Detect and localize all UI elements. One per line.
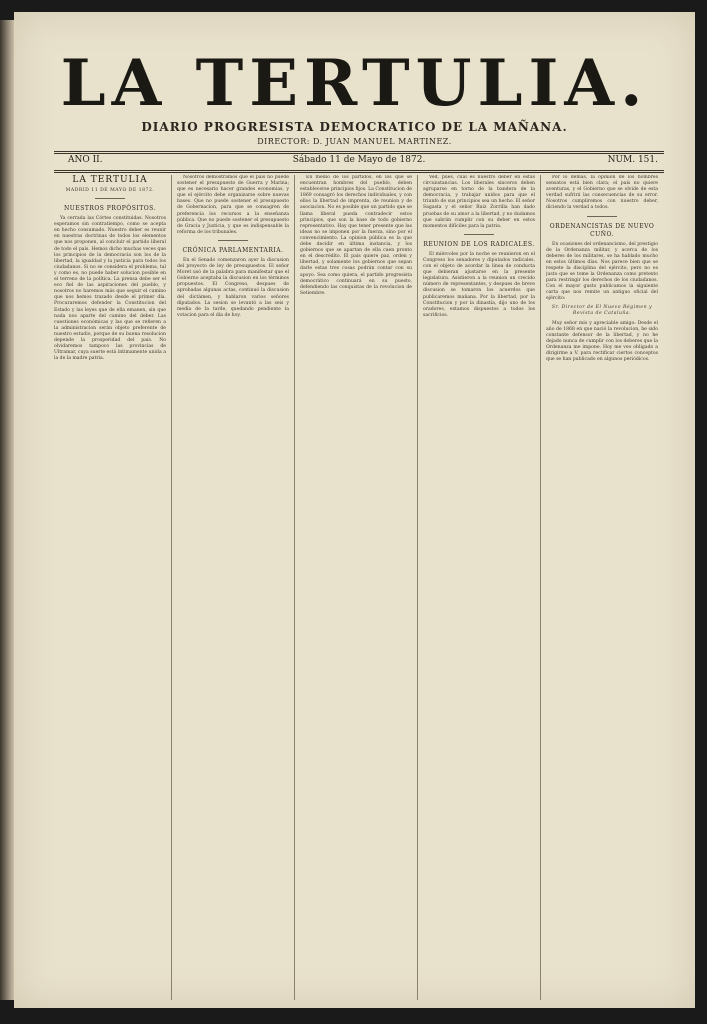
divider xyxy=(95,198,125,199)
article-body: En medio de los partidos, en los que se encuentran hombres del pueblo, deben establecerse principios fijos. La Constitucion de 1869 consagró los derechos individuales, y con ellos la libertad de imprenta, de reunion y de asociacion. No es posible que un partido que se llama liberal pueda contradecir estos principios, que son la base de todo gobierno representativo. Hay que tener presente que las ideas no se imponen por la fuerza, sino por el convencimiento. La opinion pública es la que debe decidir en última instancia, y los gobiernos que se apartan de ella caen pronto en el descrédito. El país quiere paz, orden y libertad, y solamente los gobiernos que sepan darle estas tres cosas podrán contar con su apoyo. Sea como quiera, el partido progresista democrático continuará en su puesto, defendiendo las conquistas de la revolucion de Setiembre. xyxy=(300,175,412,296)
article-body: Ya cerrada las Córtes constituidas. Nosotros esperamos sin contratiempo, como se acepta en hecho consumado. Nuestro deber es reunir en nuestras doctrinas de todos los elementos que nos proponen, al concluir el partido liberal de todo el país. Hemos dicho muchas veces que los principios de la democracia son los de la libertad, la igualdad y la justicia para todos los ciudadanos. Si no se considera el problema, tal y como es, no puede haber solucion posible en el terreno de la política. La prensa debe ser el eco fiel de las aspiraciones del pueblo, y nosotros no haremos más que seguir el camino que nos hemos trazado desde el primer día. Procuraremos defender la Constitucion del Estado y las leyes que de ella emanen, sin que nada nos aparte del camino del deber. Las cuestiones económicas y las que se refieren a la administracion serán objeto preferente de nuestro estudio, porque de su buena resolucion depende la prosperidad del país. No olvidaremos tampoco las provincias de Ultramar, cuya suerte está íntimamente unida a la de la madre patria. xyxy=(54,216,166,362)
article-title-radicales: REUNION DE LOS RADICALES. xyxy=(423,240,535,248)
dateline-rule-double xyxy=(54,172,664,173)
divider xyxy=(464,234,494,235)
issue-number: NÚM. 151. xyxy=(607,155,658,165)
column-5 xyxy=(546,175,658,1000)
article-body: El miércoles por la noche se reunieron en el Congreso los senadores y diputados radicales, con el objeto de acordar la línea de conducta que debieran ajustarse en la presente legislatura. Asistieron a la reunion un crecido número de representantes, y despues de breve discusion se tomaron los acuerdos que publicaremos mañana. Por la libertad, por la Constitucion y por la dinastía, dijo uno de los oradores, estamos dispuestos a todos los sacrificios. xyxy=(423,251,535,318)
article-body: Nosotros demostramos que el país no puede sostener el presupuesto de Guerra y Marina; que es necesario hacer grandes economías, y que el ejército debe organizarse sobre nuevas bases. Que no puede sostener el presupuesto de Gobernacion, para que se consagren de preferencia los recursos a la enseñanza pública. Que no puede sostener el presupuesto de Gracia y Justicia, y que es indispensable la reforma de los tribunales. xyxy=(177,175,289,235)
article-body: En el Senado comenzaron ayer la discusion del proyecto de ley de presupuestos. El señor Moret usó de la palabra para manifestar que el Gobierno aceptaba la discusion en los términos propuestos. El Congreso, despues de aprobadas algunas actas, continuó la discusion del dictámen, y hablaron varios señores diputados. La sesion se levantó a las seis y media de la tarde, quedando pendiente la votacion para el día de hoy. xyxy=(177,257,289,318)
divider xyxy=(587,216,617,217)
dateline xyxy=(54,155,664,169)
newspaper-page xyxy=(14,12,695,1008)
masthead-director: DIRECTOR: D. JUAN MANUEL MARTINEZ. xyxy=(257,137,452,146)
column-4 xyxy=(423,175,535,1000)
article-body: Muy señor mío y apreciable amigo: Desde el año de 1868 en que nació la revolucion, he sido constante defensor de la libertad, y no he dejado nunca de cumplir con los deberes que la Ordenanza me impone. Hoy me veo obligado a dirigirme a V. para rectificar ciertos conceptos que se han publicado en algunos periódicos. xyxy=(546,320,658,363)
issue-date: Sábado 11 de Mayo de 1872. xyxy=(292,155,426,165)
article-body: Ved, pues, cual es nuestro deber en estas circunstancias. Los liberales sinceros deben agruparse en torno de la bandera de la democracia, y trabajar unidos para que el triunfo de sus principios sea un hecho. El señor Sagasta y el señor Ruiz Zorrilla han dado pruebas de su amor a la libertad, y no dudamos que sabrán cumplir con su deber en estos momentos difíciles para la patria. xyxy=(423,175,535,229)
article-body: Por lo demás, la opinion de los hombres sensatos está bien clara; el país no quiere aventuras, y el Gobierno que se olvide de esta verdad sufrirá las consecuencias de su error. Nosotros cumpliremos con nuestro deber, diciendo la verdad a todos. xyxy=(546,175,658,211)
book-binding-edge xyxy=(0,20,14,1000)
article-title-propositos: NUESTROS PROPÓSITOS. xyxy=(64,205,156,213)
article-title-cronica: CRÓNICA PARLAMENTARIA. xyxy=(182,246,284,254)
column-heading: LA TERTULIA xyxy=(72,175,148,185)
column-1 xyxy=(54,175,166,1000)
column-separator xyxy=(294,175,295,1000)
column-separator xyxy=(540,175,541,1000)
issue-year: AÑO II. xyxy=(68,155,103,165)
top-rule-double xyxy=(54,153,664,154)
top-rule xyxy=(54,151,664,152)
article-title-ordenancistas: ORDENANCISTAS DE NUEVO CUÑO. xyxy=(549,222,655,238)
divider xyxy=(218,240,248,241)
masthead-subtitle: DIARIO PROGRESISTA DEMOCRATICO DE LA MAÑANA. xyxy=(141,120,568,134)
column-separator xyxy=(417,175,418,1000)
column-separator xyxy=(171,175,172,1000)
column-2 xyxy=(177,175,289,1000)
masthead-title: LA TERTULIA. xyxy=(60,46,649,121)
column-dateline: MADRID 11 DE MAYO DE 1872. xyxy=(65,188,155,193)
article-body: En ocasiones del ordenancismo, del prestigio de la Ordenanza militar, y acerca de los deberes de los militares, se ha hablado mucho en estos últimos días. Nos parece bien que se respete la disciplina del ejército, pero no es justo que se tome la Ordenanza como pretexto para restringir los derechos de los ciudadanos. Con el mayor gusto publicamos la siguiente carta que nos remite un antiguo oficial del ejército: xyxy=(546,241,658,302)
dateline-rule xyxy=(54,170,664,171)
letter-salutation: Sr. Director de El Nuevo Régimen y Revista de Cataluña. xyxy=(551,304,653,316)
column-3 xyxy=(300,175,412,1000)
